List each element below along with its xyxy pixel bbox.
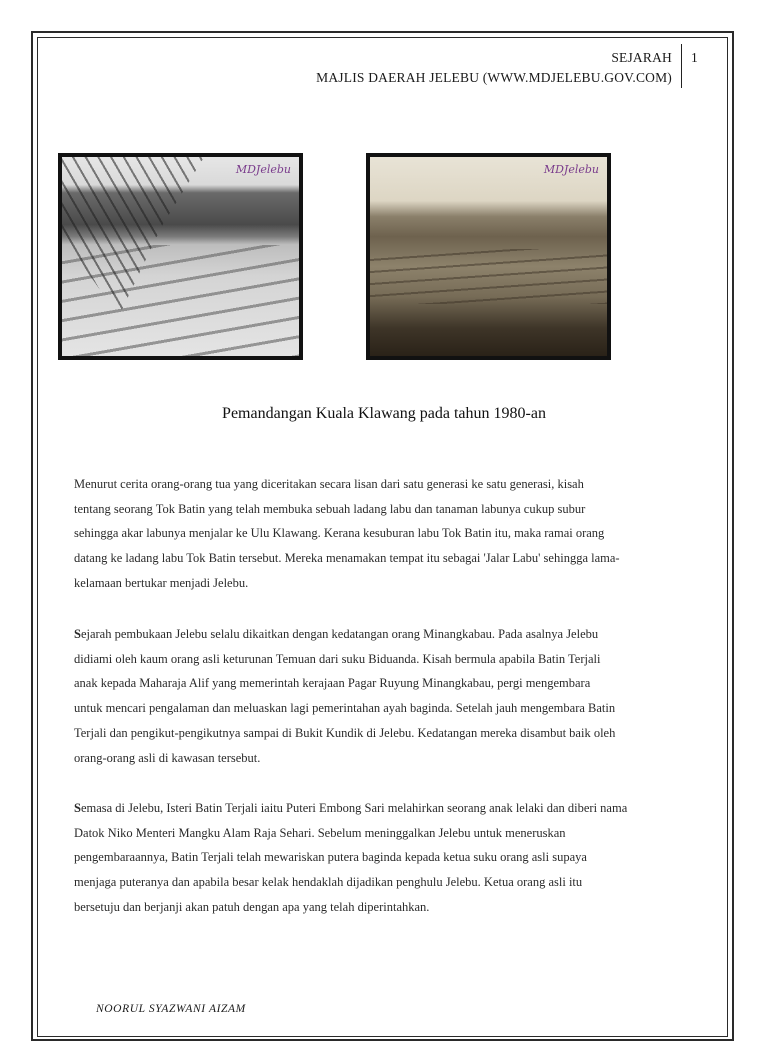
paragraph-line: sehingga akar labunya menjalar ke Ulu Klawang. Kerana kesuburan labu Tok Batin itu, maka ramai orang <box>74 526 605 541</box>
paragraph-line: Datok Niko Menteri Mangku Alam Raja Sehari. Sebelum meninggalkan Jelebu untuk meneruskan <box>74 825 566 840</box>
paragraph-line: pengembaraannya, Batin Terjali telah mewariskan putera baginda kepada ketua suku orang asli supaya <box>74 850 587 865</box>
page-header <box>316 48 672 88</box>
paragraph-1 <box>74 472 714 596</box>
paragraph-line: Terjali dan pengikut-pengikutnya sampai di Bukit Kundik di Jelebu. Kedatangan mereka disambut baik oleh <box>74 725 616 740</box>
paragraph-line: menjaga puteranya dan apabila besar kelak hendaklah dijadikan penghulu Jelebu. Ketua orang asli itu <box>74 875 583 890</box>
paragraph-line-rest: emasa di Jelebu, Isteri Batin Terjali iaitu Puteri Embong Sari melahirkan seorang anak lelaki dan diberi nama <box>80 801 628 815</box>
drop-letter: S <box>74 627 81 641</box>
photo-caption: Pemandangan Kuala Klawang pada tahun 1980-an <box>222 405 546 422</box>
footer-author: NOORUL SYAZWANI AIZAM <box>96 1003 246 1015</box>
paragraph-line: untuk mencari pengalaman dan meluaskan lagi pemerintahan ayah baginda. Setelah jauh mengembara Batin <box>74 701 616 716</box>
photo-paddy-field-1980s <box>58 153 303 360</box>
field-rows-texture <box>370 249 607 305</box>
photo-watermark: MDJelebu <box>235 163 291 176</box>
page-number: 1 <box>691 50 698 65</box>
drop-letter: S <box>74 801 81 815</box>
photo-kuala-klawang-valley <box>366 153 611 360</box>
paragraph-3 <box>74 796 714 920</box>
paragraph-line: kelamaan bertukar menjadi Jelebu. <box>74 575 249 590</box>
paragraph-line: Menurut cerita orang-orang tua yang diceritakan secara lisan dari satu generasi ke satu generasi, kisah <box>74 477 584 491</box>
paragraph-line: orang-orang asli di kawasan tersebut. <box>74 750 261 765</box>
paragraph-line: anak kepada Maharaja Alif yang memerintah kerajaan Pagar Ruyung Minangkabau, pergi mengembara <box>74 676 591 691</box>
paragraph-line: datang ke ladang labu Tok Batin tersebut. Mereka menamakan tempat itu sebagai 'Jalar Labu' sehingga lama- <box>74 551 620 566</box>
header-divider <box>681 44 682 88</box>
paragraph-2 <box>74 622 714 770</box>
photo-watermark: MDJelebu <box>543 163 599 176</box>
paragraph-line-rest: ejarah pembukaan Jelebu selalu dikaitkan dengan kedatangan orang Minangkabau. Pada asalnya Jelebu <box>80 627 599 641</box>
paragraph-line: tentang seorang Tok Batin yang telah membuka sebuah ladang labu dan tanaman labunya cukup subur <box>74 501 586 516</box>
paragraph-line <box>74 796 714 821</box>
paragraph-line: bersetuju dan berjanji akan patuh dengan apa yang telah diperintahkan. <box>74 899 430 914</box>
paragraph-line: didiami oleh kaum orang asli keturunan Temuan dari suku Biduanda. Kisah bermula apabila Batin Terjali <box>74 651 601 666</box>
header-section-title: SEJARAH <box>611 50 672 65</box>
header-organization: MAJLIS DAERAH JELEBU (WWW.MDJELEBU.GOV.COM) <box>316 70 672 85</box>
paragraph-line <box>74 622 714 647</box>
